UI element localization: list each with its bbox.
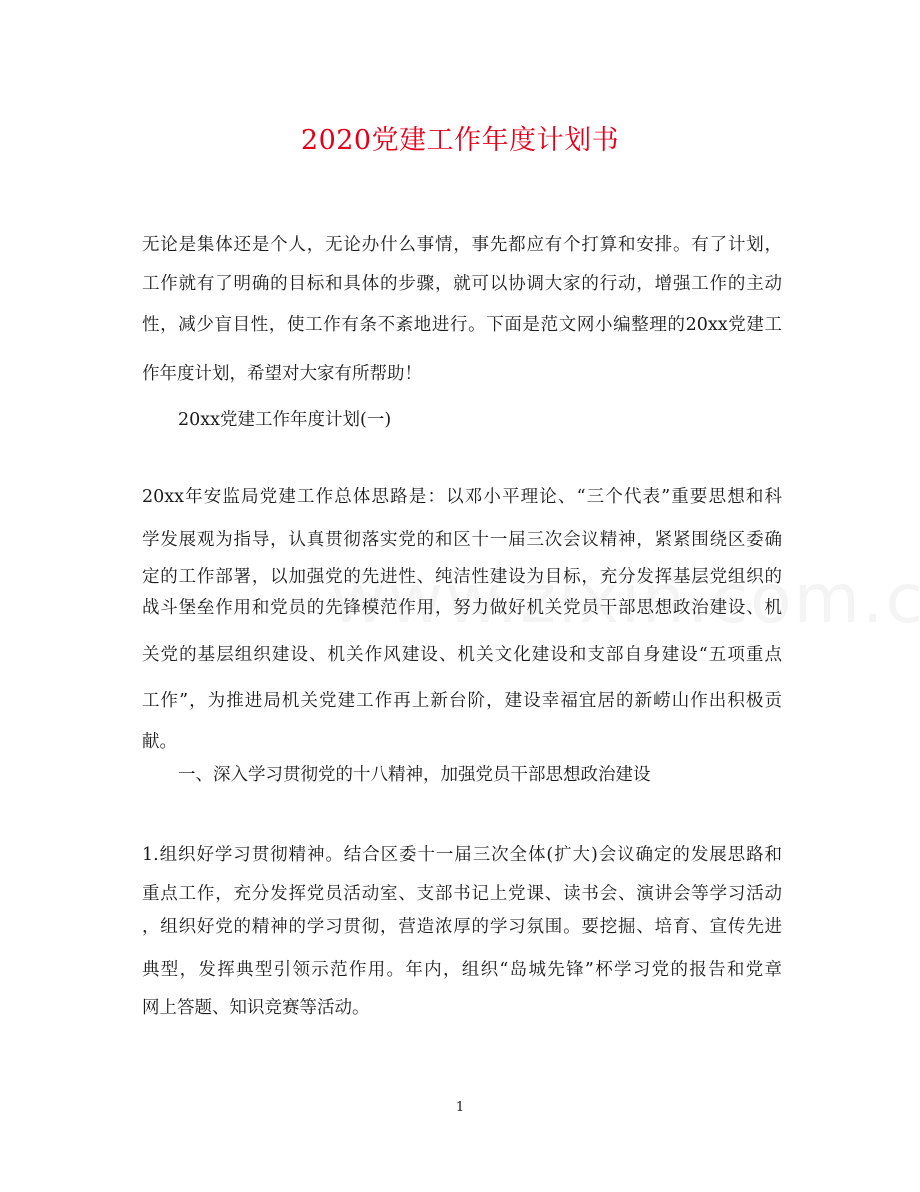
intro-line-1: 无论是集体还是个人，无论办什么事情，事先都应有个打算和安排。有了计划， [142, 235, 782, 255]
body-line-6: 工作”，为推进局机关党建工作再上新台阶，建设幸福宜居的新崂山作出积极贡 [142, 691, 782, 711]
item-line-1: 1.组织好学习贯彻精神。结合区委十一届三次全体(扩大)会议确定的发展思路和 [142, 845, 782, 865]
heading-plan-one: 20xx党建工作年度计划(一) [178, 410, 392, 430]
body-line-4: 战斗堡垒作用和党员的先锋模范作用，努力做好机关党员干部思想政治建设、机 [142, 598, 782, 618]
document-title: 2020党建工作年度计划书 [300, 125, 620, 156]
body-line-5: 关党的基层组织建设、机关作风建设、机关文化建设和支部自身建设“五项重点 [142, 645, 782, 665]
intro-line-3: 性，减少盲目性，使工作有条不紊地进行。下面是范文网小编整理的20xx党建工 [142, 315, 782, 335]
page-number: 1 [455, 1100, 465, 1115]
item-line-2: 重点工作，充分发挥党员活动室、支部书记上党课、读书会、演讲会等学习活动 [142, 884, 782, 904]
intro-line-4: 作年度计划，希望对大家有所帮助！ [142, 364, 422, 384]
body-line-7: 献。 [142, 732, 177, 752]
item-line-5: 网上答题、知识竞赛等活动。 [142, 998, 370, 1018]
item-line-3: ，组织好党的精神的学习贯彻，营造浓厚的学习氛围。要挖掘、培育、宣传先进 [142, 917, 782, 937]
intro-line-2: 工作就有了明确的目标和具体的步骤，就可以协调大家的行动，增强工作的主动 [142, 274, 782, 294]
body-line-3: 定的工作部署，以加强党的先进性、纯洁性建设为目标，充分发挥基层党组织的 [142, 567, 782, 587]
body-line-2: 学发展观为指导，认真贯彻落实党的和区十一届三次会议精神，紧紧围绕区委确 [142, 530, 782, 550]
item-line-4: 典型，发挥典型引领示范作用。年内，组织“岛城先锋”杯学习党的报告和党章 [142, 960, 782, 980]
section-heading-one: 一、深入学习贯彻党的十八精神，加强党员干部思想政治建设 [178, 765, 651, 785]
body-line-1: 20xx年安监局党建工作总体思路是：以邓小平理论、“三个代表”重要思想和科 [142, 487, 782, 507]
